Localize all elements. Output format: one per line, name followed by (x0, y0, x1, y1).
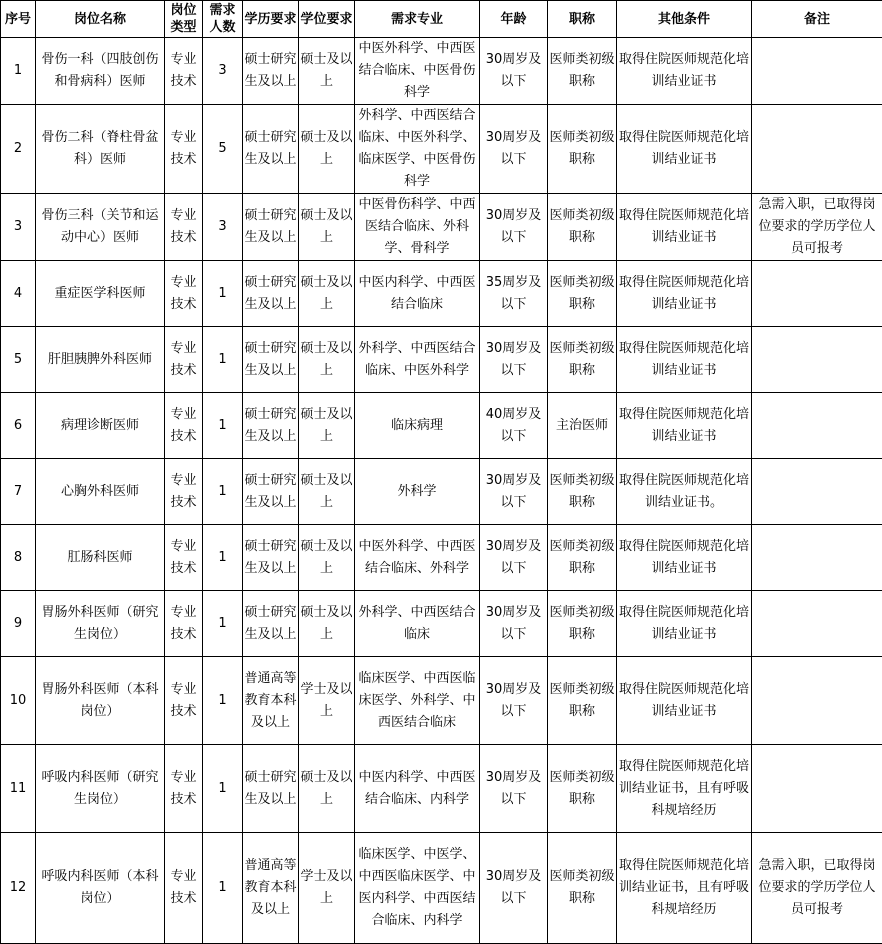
cell-other: 取得住院医师规范化培训结业证书 (617, 105, 752, 194)
cell-other: 取得住院医师规范化培训结业证书 (617, 194, 752, 261)
table-row (1, 591, 882, 657)
cell-remark (752, 459, 882, 525)
cell-major: 中医内科学、中西医结合临床 (355, 261, 480, 327)
cell-no: 2 (1, 105, 36, 194)
cell-position-type: 专业技术 (165, 833, 203, 944)
cell-position-name: 心胸外科医师 (36, 459, 165, 525)
cell-education: 硕士研究生及以上 (243, 591, 299, 657)
cell-title: 主治医师 (548, 393, 617, 459)
cell-count: 1 (203, 745, 243, 833)
cell-remark (752, 327, 882, 393)
cell-degree: 硕士及以上 (299, 327, 355, 393)
cell-count: 1 (203, 327, 243, 393)
table-row (1, 38, 882, 105)
cell-position-name: 肝胆胰脾外科医师 (36, 327, 165, 393)
cell-count: 3 (203, 194, 243, 261)
cell-degree: 硕士及以上 (299, 459, 355, 525)
cell-title: 医师类初级职称 (548, 261, 617, 327)
cell-no: 1 (1, 38, 36, 105)
cell-major: 外科学、中西医结合临床、中医外科学 (355, 327, 480, 393)
cell-remark: 急需入职，已取得岗位要求的学历学位人员可报考 (752, 194, 882, 261)
cell-no: 3 (1, 194, 36, 261)
cell-other: 取得住院医师规范化培训结业证书，且有呼吸科规培经历 (617, 833, 752, 944)
cell-position-type: 专业技术 (165, 261, 203, 327)
cell-title: 医师类初级职称 (548, 38, 617, 105)
table-row (1, 194, 882, 261)
header-other: 其他条件 (617, 1, 752, 38)
cell-age: 30周岁及以下 (480, 105, 548, 194)
cell-education: 硕士研究生及以上 (243, 393, 299, 459)
cell-education: 普通高等教育本科及以上 (243, 657, 299, 745)
cell-degree: 硕士及以上 (299, 261, 355, 327)
cell-position-name: 骨伤二科（脊柱骨盆科）医师 (36, 105, 165, 194)
cell-degree: 学士及以上 (299, 657, 355, 745)
cell-position-type: 专业技术 (165, 393, 203, 459)
cell-title: 医师类初级职称 (548, 745, 617, 833)
cell-position-name: 骨伤三科（关节和运动中心）医师 (36, 194, 165, 261)
header-row (1, 1, 882, 38)
cell-no: 9 (1, 591, 36, 657)
cell-no: 4 (1, 261, 36, 327)
table-row (1, 105, 882, 194)
cell-education: 普通高等教育本科及以上 (243, 833, 299, 944)
cell-position-name: 呼吸内科医师（研究生岗位） (36, 745, 165, 833)
cell-count: 3 (203, 38, 243, 105)
table-row (1, 657, 882, 745)
cell-other: 取得住院医师规范化培训结业证书 (617, 525, 752, 591)
header-age: 年龄 (480, 1, 548, 38)
cell-count: 1 (203, 525, 243, 591)
cell-count: 1 (203, 261, 243, 327)
header-major: 需求专业 (355, 1, 480, 38)
cell-count: 5 (203, 105, 243, 194)
cell-age: 30周岁及以下 (480, 194, 548, 261)
cell-major: 外科学、中西医结合临床、中医外科学、临床医学、中医骨伤科学 (355, 105, 480, 194)
cell-remark (752, 525, 882, 591)
cell-degree: 硕士及以上 (299, 745, 355, 833)
cell-degree: 硕士及以上 (299, 194, 355, 261)
table-row (1, 393, 882, 459)
cell-position-name: 骨伤一科（四肢创伤和骨病科）医师 (36, 38, 165, 105)
cell-title: 医师类初级职称 (548, 194, 617, 261)
cell-other: 取得住院医师规范化培训结业证书。 (617, 459, 752, 525)
cell-no: 6 (1, 393, 36, 459)
cell-other: 取得住院医师规范化培训结业证书 (617, 393, 752, 459)
cell-other: 取得住院医师规范化培训结业证书，且有呼吸科规培经历 (617, 745, 752, 833)
cell-position-type: 专业技术 (165, 459, 203, 525)
cell-degree: 硕士及以上 (299, 393, 355, 459)
table-row (1, 833, 882, 944)
cell-education: 硕士研究生及以上 (243, 327, 299, 393)
cell-age: 30周岁及以下 (480, 745, 548, 833)
cell-position-type: 专业技术 (165, 525, 203, 591)
cell-no: 8 (1, 525, 36, 591)
cell-no: 7 (1, 459, 36, 525)
header-position-type: 岗位类型 (165, 1, 203, 38)
cell-age: 30周岁及以下 (480, 459, 548, 525)
cell-position-name: 呼吸内科医师（本科岗位） (36, 833, 165, 944)
table-row (1, 459, 882, 525)
cell-degree: 硕士及以上 (299, 591, 355, 657)
cell-remark (752, 657, 882, 745)
cell-education: 硕士研究生及以上 (243, 459, 299, 525)
cell-remark (752, 105, 882, 194)
cell-age: 30周岁及以下 (480, 327, 548, 393)
cell-remark (752, 591, 882, 657)
cell-no: 5 (1, 327, 36, 393)
cell-other: 取得住院医师规范化培训结业证书 (617, 38, 752, 105)
cell-no: 12 (1, 833, 36, 944)
cell-major: 临床病理 (355, 393, 480, 459)
cell-title: 医师类初级职称 (548, 327, 617, 393)
header-position-name: 岗位名称 (36, 1, 165, 38)
cell-position-name: 重症医学科医师 (36, 261, 165, 327)
header-remark: 备注 (752, 1, 882, 38)
cell-position-type: 专业技术 (165, 657, 203, 745)
table-row (1, 261, 882, 327)
cell-title: 医师类初级职称 (548, 105, 617, 194)
cell-major: 临床医学、中医学、中西医临床医学、中医内科学、中西医结合临床、内科学 (355, 833, 480, 944)
cell-age: 35周岁及以下 (480, 261, 548, 327)
cell-age: 40周岁及以下 (480, 393, 548, 459)
cell-education: 硕士研究生及以上 (243, 525, 299, 591)
header-no: 序号 (1, 1, 36, 38)
cell-count: 1 (203, 833, 243, 944)
cell-education: 硕士研究生及以上 (243, 38, 299, 105)
cell-position-name: 病理诊断医师 (36, 393, 165, 459)
cell-major: 中医外科学、中西医结合临床、中医骨伤科学 (355, 38, 480, 105)
cell-title: 医师类初级职称 (548, 459, 617, 525)
table-row (1, 327, 882, 393)
cell-title: 医师类初级职称 (548, 591, 617, 657)
cell-no: 11 (1, 745, 36, 833)
cell-other: 取得住院医师规范化培训结业证书 (617, 327, 752, 393)
header-title: 职称 (548, 1, 617, 38)
cell-major: 中医内科学、中西医结合临床、内科学 (355, 745, 480, 833)
cell-major: 外科学 (355, 459, 480, 525)
cell-education: 硕士研究生及以上 (243, 105, 299, 194)
cell-no: 10 (1, 657, 36, 745)
cell-remark (752, 38, 882, 105)
cell-position-name: 胃肠外科医师（本科岗位） (36, 657, 165, 745)
cell-count: 1 (203, 591, 243, 657)
cell-education: 硕士研究生及以上 (243, 745, 299, 833)
cell-count: 1 (203, 393, 243, 459)
cell-age: 30周岁及以下 (480, 833, 548, 944)
cell-position-type: 专业技术 (165, 194, 203, 261)
cell-position-name: 肛肠科医师 (36, 525, 165, 591)
cell-remark (752, 393, 882, 459)
table-row (1, 745, 882, 833)
cell-count: 1 (203, 657, 243, 745)
cell-position-name: 胃肠外科医师（研究生岗位） (36, 591, 165, 657)
cell-other: 取得住院医师规范化培训结业证书 (617, 657, 752, 745)
cell-major: 临床医学、中西医临床医学、外科学、中西医结合临床 (355, 657, 480, 745)
cell-major: 中医外科学、中西医结合临床、外科学 (355, 525, 480, 591)
cell-title: 医师类初级职称 (548, 525, 617, 591)
cell-position-type: 专业技术 (165, 745, 203, 833)
cell-degree: 硕士及以上 (299, 38, 355, 105)
cell-remark (752, 261, 882, 327)
cell-degree: 硕士及以上 (299, 525, 355, 591)
cell-education: 硕士研究生及以上 (243, 194, 299, 261)
cell-major: 外科学、中西医结合临床 (355, 591, 480, 657)
cell-count: 1 (203, 459, 243, 525)
table-row (1, 525, 882, 591)
cell-degree: 学士及以上 (299, 833, 355, 944)
cell-title: 医师类初级职称 (548, 833, 617, 944)
cell-degree: 硕士及以上 (299, 105, 355, 194)
cell-major: 中医骨伤科学、中西医结合临床、外科学、骨科学 (355, 194, 480, 261)
cell-age: 30周岁及以下 (480, 38, 548, 105)
header-count: 需求人数 (203, 1, 243, 38)
cell-education: 硕士研究生及以上 (243, 261, 299, 327)
cell-other: 取得住院医师规范化培训结业证书 (617, 591, 752, 657)
cell-position-type: 专业技术 (165, 327, 203, 393)
cell-other: 取得住院医师规范化培训结业证书 (617, 261, 752, 327)
cell-age: 30周岁及以下 (480, 591, 548, 657)
cell-position-type: 专业技术 (165, 105, 203, 194)
cell-age: 30周岁及以下 (480, 525, 548, 591)
cell-title: 医师类初级职称 (548, 657, 617, 745)
header-education: 学历要求 (243, 1, 299, 38)
cell-age: 30周岁及以下 (480, 657, 548, 745)
cell-remark: 急需入职，已取得岗位要求的学历学位人员可报考 (752, 833, 882, 944)
cell-position-type: 专业技术 (165, 591, 203, 657)
header-degree: 学位要求 (299, 1, 355, 38)
cell-position-type: 专业技术 (165, 38, 203, 105)
cell-remark (752, 745, 882, 833)
